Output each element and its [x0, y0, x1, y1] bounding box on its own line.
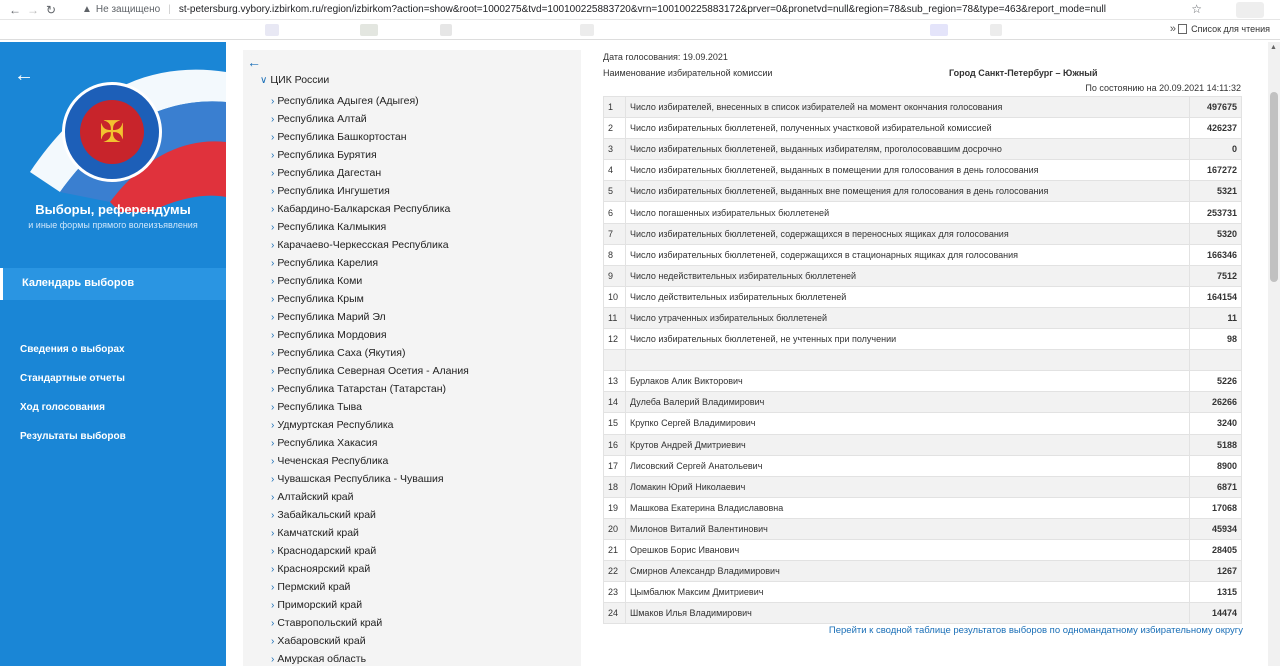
tree-item[interactable] — [271, 488, 469, 506]
table-row — [604, 181, 1242, 202]
tree-item-label: Краснодарский край — [277, 545, 377, 557]
row-label: Цымбалюк Максим Дмитриевич — [626, 582, 1190, 603]
table-row — [604, 307, 1242, 328]
row-number: 23 — [604, 582, 626, 603]
warning-icon: ▲ — [82, 4, 92, 15]
table-row — [604, 497, 1242, 518]
tree-item[interactable] — [271, 146, 469, 164]
tree-item[interactable] — [271, 218, 469, 236]
tree-root-label: ЦИК России — [270, 74, 330, 86]
row-number: 4 — [604, 160, 626, 181]
tree-item-label: Республика Крым — [277, 293, 364, 305]
scroll-up-icon[interactable]: ▲ — [1270, 44, 1277, 51]
row-value: 164154 — [1190, 286, 1242, 307]
chevron-right-icon: › — [271, 131, 275, 143]
tree-item[interactable] — [271, 614, 469, 632]
chevron-right-icon: › — [271, 455, 275, 467]
row-number: 1 — [604, 97, 626, 118]
address-bar[interactable] — [82, 4, 1106, 15]
row-value: 14474 — [1190, 603, 1242, 624]
tree-item-label: Республика Адыгея (Адыгея) — [277, 95, 419, 107]
tree-item[interactable] — [271, 110, 469, 128]
table-row — [604, 329, 1242, 350]
tree-item-label: Республика Саха (Якутия) — [277, 347, 406, 359]
chevron-right-icon: › — [271, 167, 275, 179]
table-row — [604, 582, 1242, 603]
sidebar-title: Выборы, референдумы — [35, 202, 191, 217]
row-number: 20 — [604, 518, 626, 539]
chevron-right-icon: › — [271, 185, 275, 197]
chevron-right-icon: › — [271, 473, 275, 485]
chevron-right-icon: › — [271, 257, 275, 269]
chevron-right-icon: › — [271, 437, 275, 449]
tree-item[interactable] — [271, 236, 469, 254]
tree-item-label: Республика Коми — [277, 275, 363, 287]
reading-list-label: Список для чтения — [1191, 24, 1270, 34]
chevron-right-icon: › — [271, 581, 275, 593]
tree-item-label: Республика Карелия — [277, 257, 379, 269]
chevron-right-icon: › — [271, 239, 275, 251]
sidebar-item-calendar[interactable] — [0, 268, 226, 300]
tree-item-label: Красноярский край — [277, 563, 371, 575]
tree-item-label: Амурская область — [277, 653, 367, 665]
row-label: Ломакин Юрий Николаевич — [626, 476, 1190, 497]
tree-item[interactable] — [271, 506, 469, 524]
tree-item[interactable] — [271, 560, 469, 578]
tree-item[interactable] — [271, 308, 469, 326]
sidebar-subtitle: и иные формы прямого волеизъявления — [28, 220, 198, 230]
tree-item-label: Приморский край — [277, 599, 363, 611]
tree-back-icon[interactable]: ← — [247, 54, 261, 70]
row-value: 1315 — [1190, 582, 1242, 603]
tree-item-label: Республика Бурятия — [277, 149, 377, 161]
chevron-right-icon: › — [271, 329, 275, 341]
tree-item[interactable] — [271, 524, 469, 542]
tree-item[interactable] — [271, 632, 469, 650]
tree-item[interactable] — [271, 362, 469, 380]
row-number: 21 — [604, 539, 626, 560]
chevron-right-icon: › — [271, 311, 275, 323]
sidebar-item-election-info[interactable]: Сведения о выборах — [20, 344, 125, 355]
row-value: 166346 — [1190, 244, 1242, 265]
row-label: Число избирательных бюллетеней, выданных избирателям, проголосовавшим досрочно — [626, 139, 1190, 160]
tree-item-label: Хабаровский край — [277, 635, 366, 647]
results-table — [603, 96, 1242, 624]
chevron-right-icon: › — [271, 203, 275, 215]
table-spacer-row — [604, 350, 1242, 371]
back-icon[interactable]: ← — [9, 2, 21, 17]
reading-list-button[interactable] — [1178, 24, 1270, 34]
row-number: 17 — [604, 455, 626, 476]
tree-item-label: Камчатский край — [277, 527, 359, 539]
bookmark-chip[interactable] — [265, 24, 279, 36]
url-text[interactable]: st-petersburg.vybory.izbirkom.ru/region/izbirkom?action=show&root=1000275&tvd=100100225883720&vrn=100100225883172&prver=0&pronetvd=null&region=78&sub_region=78&type=463&report_mode=null — [178, 4, 1106, 15]
chevron-right-icon: › — [271, 113, 275, 125]
row-value: 11 — [1190, 307, 1242, 328]
tree-item-label: Чувашская Республика - Чувашия — [277, 473, 444, 485]
table-row — [604, 476, 1242, 497]
scrollbar[interactable] — [1268, 42, 1280, 666]
row-label: Бурлаков Алик Викторович — [626, 371, 1190, 392]
row-value: 5188 — [1190, 434, 1242, 455]
row-number: 2 — [604, 118, 626, 139]
chevron-right-icon: › — [271, 149, 275, 161]
commission-label: Наименование избирательной комиссии — [603, 68, 773, 78]
row-label: Число избирательных бюллетеней, полученных участковой избирательной комиссией — [626, 118, 1190, 139]
eagle-icon: ✠ — [99, 115, 125, 149]
row-value: 7512 — [1190, 265, 1242, 286]
sidebar-item-voting-progress[interactable]: Ход голосования — [20, 402, 105, 413]
table-row — [604, 434, 1242, 455]
tree-item[interactable] — [271, 596, 469, 614]
summary-table-link[interactable]: Перейти к сводной таблице результатов выборов по одномандатному избирательному округу — [828, 625, 1243, 636]
row-number: 18 — [604, 476, 626, 497]
row-label: Лисовский Сергей Анатольевич — [626, 455, 1190, 476]
sidebar-item-label: Календарь выборов — [22, 277, 135, 289]
row-number: 5 — [604, 181, 626, 202]
tree-item-label: Республика Мордовия — [277, 329, 387, 341]
chevron-right-icon: › — [271, 347, 275, 359]
chevron-right-icon: › — [271, 635, 275, 647]
row-label: Число погашенных избирательных бюллетеней — [626, 202, 1190, 223]
commission-name: Город Санкт-Петербург – Южный — [949, 68, 1098, 78]
row-value: 5320 — [1190, 223, 1242, 244]
chevron-right-icon: › — [271, 527, 275, 539]
chevron-right-icon: › — [271, 545, 275, 557]
row-label: Шмаков Илья Владимирович — [626, 603, 1190, 624]
tree-item[interactable] — [271, 92, 469, 110]
tree-item[interactable] — [271, 128, 469, 146]
tree-item-label: Республика Тыва — [277, 401, 362, 413]
tree-item[interactable] — [271, 200, 469, 218]
tree-item-label: Республика Дагестан — [277, 167, 382, 179]
row-label: Число утраченных избирательных бюллетеней — [626, 307, 1190, 328]
tree-item-label: Республика Марий Эл — [277, 311, 386, 323]
bookmarks-bar — [0, 20, 1280, 40]
tree-item-label: Республика Калмыкия — [277, 221, 387, 233]
bookmark-chip[interactable] — [440, 24, 452, 36]
bookmark-star-icon[interactable]: ☆ — [1191, 2, 1202, 16]
row-value: 253731 — [1190, 202, 1242, 223]
row-label: Смирнов Александр Владимирович — [626, 561, 1190, 582]
row-label: Число избирательных бюллетеней, выданных вне помещения для голосования в день голосования — [626, 181, 1190, 202]
chevron-right-icon: › — [271, 401, 275, 413]
row-value: 0 — [1190, 139, 1242, 160]
insecure-label: Не защищено — [95, 4, 161, 15]
vote-date: Дата голосования: 19.09.2021 — [603, 52, 728, 62]
tree-root[interactable] — [260, 74, 329, 86]
tree-item[interactable] — [271, 398, 469, 416]
row-number: 3 — [604, 139, 626, 160]
row-label: Число действительных избирательных бюллетеней — [626, 286, 1190, 307]
region-tree — [243, 50, 581, 666]
row-value: 6871 — [1190, 476, 1242, 497]
table-row — [604, 455, 1242, 476]
tree-item-label: Республика Северная Осетия - Алания — [277, 365, 469, 377]
table-row — [604, 539, 1242, 560]
row-number: 15 — [604, 413, 626, 434]
status-timestamp: По состоянию на 20.09.2021 14:11:32 — [1085, 83, 1241, 93]
tree-item-label: Пермский край — [277, 581, 351, 593]
address-separator: | — [168, 4, 171, 15]
row-number: 8 — [604, 244, 626, 265]
row-value: 98 — [1190, 329, 1242, 350]
table-row — [604, 118, 1242, 139]
row-value: 1267 — [1190, 561, 1242, 582]
tree-item-label: Чеченская Республика — [277, 455, 389, 467]
chevron-right-icon: › — [271, 293, 275, 305]
tree-item-label: Республика Ингушетия — [277, 185, 390, 197]
table-row — [604, 392, 1242, 413]
row-number: 6 — [604, 202, 626, 223]
row-number: 14 — [604, 392, 626, 413]
forward-icon[interactable]: → — [27, 2, 39, 17]
tree-item-label: Кабардино-Балкарская Республика — [277, 203, 451, 215]
chevron-right-icon: › — [271, 617, 275, 629]
row-value: 426237 — [1190, 118, 1242, 139]
table-row — [604, 202, 1242, 223]
chevron-right-icon: › — [271, 365, 275, 377]
table-row — [604, 286, 1242, 307]
row-value: 167272 — [1190, 160, 1242, 181]
row-label: Число избирательных бюллетеней, содержащихся в стационарных ящиках для голосования — [626, 244, 1190, 265]
tree-item-label: Удмуртская Республика — [277, 419, 394, 431]
row-value: 45934 — [1190, 518, 1242, 539]
chevron-right-icon: › — [271, 383, 275, 395]
bookmarks-more-button[interactable]: » — [1169, 23, 1176, 35]
chevron-right-icon: › — [271, 653, 275, 665]
row-label: Машкова Екатерина Владиславовна — [626, 497, 1190, 518]
tree-item[interactable] — [271, 344, 469, 362]
row-number: 24 — [604, 603, 626, 624]
tree-item[interactable] — [271, 416, 469, 434]
tree-item[interactable] — [271, 290, 469, 308]
back-arrow-icon[interactable]: ← — [14, 64, 34, 86]
row-value: 8900 — [1190, 455, 1242, 476]
bookmark-chip[interactable] — [990, 24, 1002, 36]
table-row — [604, 413, 1242, 434]
chevron-right-icon: › — [271, 275, 275, 287]
row-number: 11 — [604, 307, 626, 328]
row-value: 3240 — [1190, 413, 1242, 434]
row-number: 16 — [604, 434, 626, 455]
row-value: 17068 — [1190, 497, 1242, 518]
tree-item-label: Карачаево-Черкесская Республика — [277, 239, 449, 251]
tree-item[interactable] — [271, 254, 469, 272]
row-number: 19 — [604, 497, 626, 518]
reading-list-icon — [1178, 24, 1187, 34]
row-label: Число избирателей, внесенных в список избирателей на момент окончания голосования — [626, 97, 1190, 118]
tree-item[interactable] — [271, 650, 469, 666]
table-row — [604, 603, 1242, 624]
profile-avatar[interactable] — [1236, 2, 1264, 18]
chevron-down-icon: ∨ — [260, 75, 268, 86]
row-number: 10 — [604, 286, 626, 307]
table-row — [604, 139, 1242, 160]
table-row — [604, 561, 1242, 582]
chevron-right-icon: › — [271, 419, 275, 431]
browser-toolbar — [0, 0, 1280, 20]
row-label: Число избирательных бюллетеней, не учтенных при получении — [626, 329, 1190, 350]
row-label: Число недействительных избирательных бюллетеней — [626, 265, 1190, 286]
tree-item-label: Забайкальский край — [277, 509, 376, 521]
reload-icon[interactable]: ↻ — [45, 2, 57, 17]
tree-item[interactable] — [271, 326, 469, 344]
table-row — [604, 518, 1242, 539]
row-label: Крутов Андрей Дмитриевич — [626, 434, 1190, 455]
tree-item-label: Республика Татарстан (Татарстан) — [277, 383, 447, 395]
row-value: 5321 — [1190, 181, 1242, 202]
tree-item[interactable] — [271, 182, 469, 200]
chevron-right-icon: › — [271, 221, 275, 233]
row-number: 12 — [604, 329, 626, 350]
tree-item[interactable] — [271, 380, 469, 398]
row-value: 497675 — [1190, 97, 1242, 118]
tree-item-label: Алтайский край — [277, 491, 354, 503]
chevron-right-icon: › — [271, 491, 275, 503]
sidebar-item-standard-reports[interactable]: Стандартные отчеты — [20, 373, 125, 384]
row-label: Число избирательных бюллетеней, содержащихся в переносных ящиках для голосования — [626, 223, 1190, 244]
tree-item[interactable] — [271, 164, 469, 182]
chevron-right-icon: › — [271, 509, 275, 521]
bookmark-chip[interactable] — [360, 24, 378, 36]
sidebar — [0, 42, 226, 666]
row-number: 7 — [604, 223, 626, 244]
tree-item[interactable] — [271, 542, 469, 560]
chevron-right-icon: › — [271, 599, 275, 611]
tree-item[interactable] — [271, 470, 469, 488]
row-label: Крупко Сергей Владимирович — [626, 413, 1190, 434]
bookmark-chip[interactable] — [580, 24, 594, 36]
tree-item-label: Республика Алтай — [277, 113, 367, 125]
table-row — [604, 244, 1242, 265]
row-number: 9 — [604, 265, 626, 286]
row-value: 28405 — [1190, 539, 1242, 560]
table-row — [604, 265, 1242, 286]
tree-list — [271, 92, 469, 666]
row-label: Дулеба Валерий Владимирович — [626, 392, 1190, 413]
row-number: 13 — [604, 371, 626, 392]
chevron-right-icon: › — [271, 95, 275, 107]
row-value: 26266 — [1190, 392, 1242, 413]
row-value: 5226 — [1190, 371, 1242, 392]
tree-item[interactable] — [271, 272, 469, 290]
row-label: Число избирательных бюллетеней, выданных в помещении для голосования в день голосования — [626, 160, 1190, 181]
table-row — [604, 371, 1242, 392]
sidebar-item-results[interactable]: Результаты выборов — [20, 431, 126, 442]
bookmark-chip[interactable] — [930, 24, 948, 36]
tree-item[interactable] — [271, 578, 469, 596]
table-row — [604, 97, 1242, 118]
tree-item[interactable] — [271, 434, 469, 452]
tree-item[interactable] — [271, 452, 469, 470]
row-label: Милонов Виталий Валентинович — [626, 518, 1190, 539]
row-number: 22 — [604, 561, 626, 582]
table-row — [604, 223, 1242, 244]
cec-emblem-logo — [62, 82, 162, 182]
tree-item-label: Республика Хакасия — [277, 437, 378, 449]
table-row — [604, 160, 1242, 181]
tree-item-label: Республика Башкортостан — [277, 131, 407, 143]
tree-item-label: Ставропольский край — [277, 617, 383, 629]
chevron-right-icon: › — [271, 563, 275, 575]
row-label: Орешков Борис Иванович — [626, 539, 1190, 560]
scrollbar-thumb[interactable] — [1270, 92, 1278, 282]
